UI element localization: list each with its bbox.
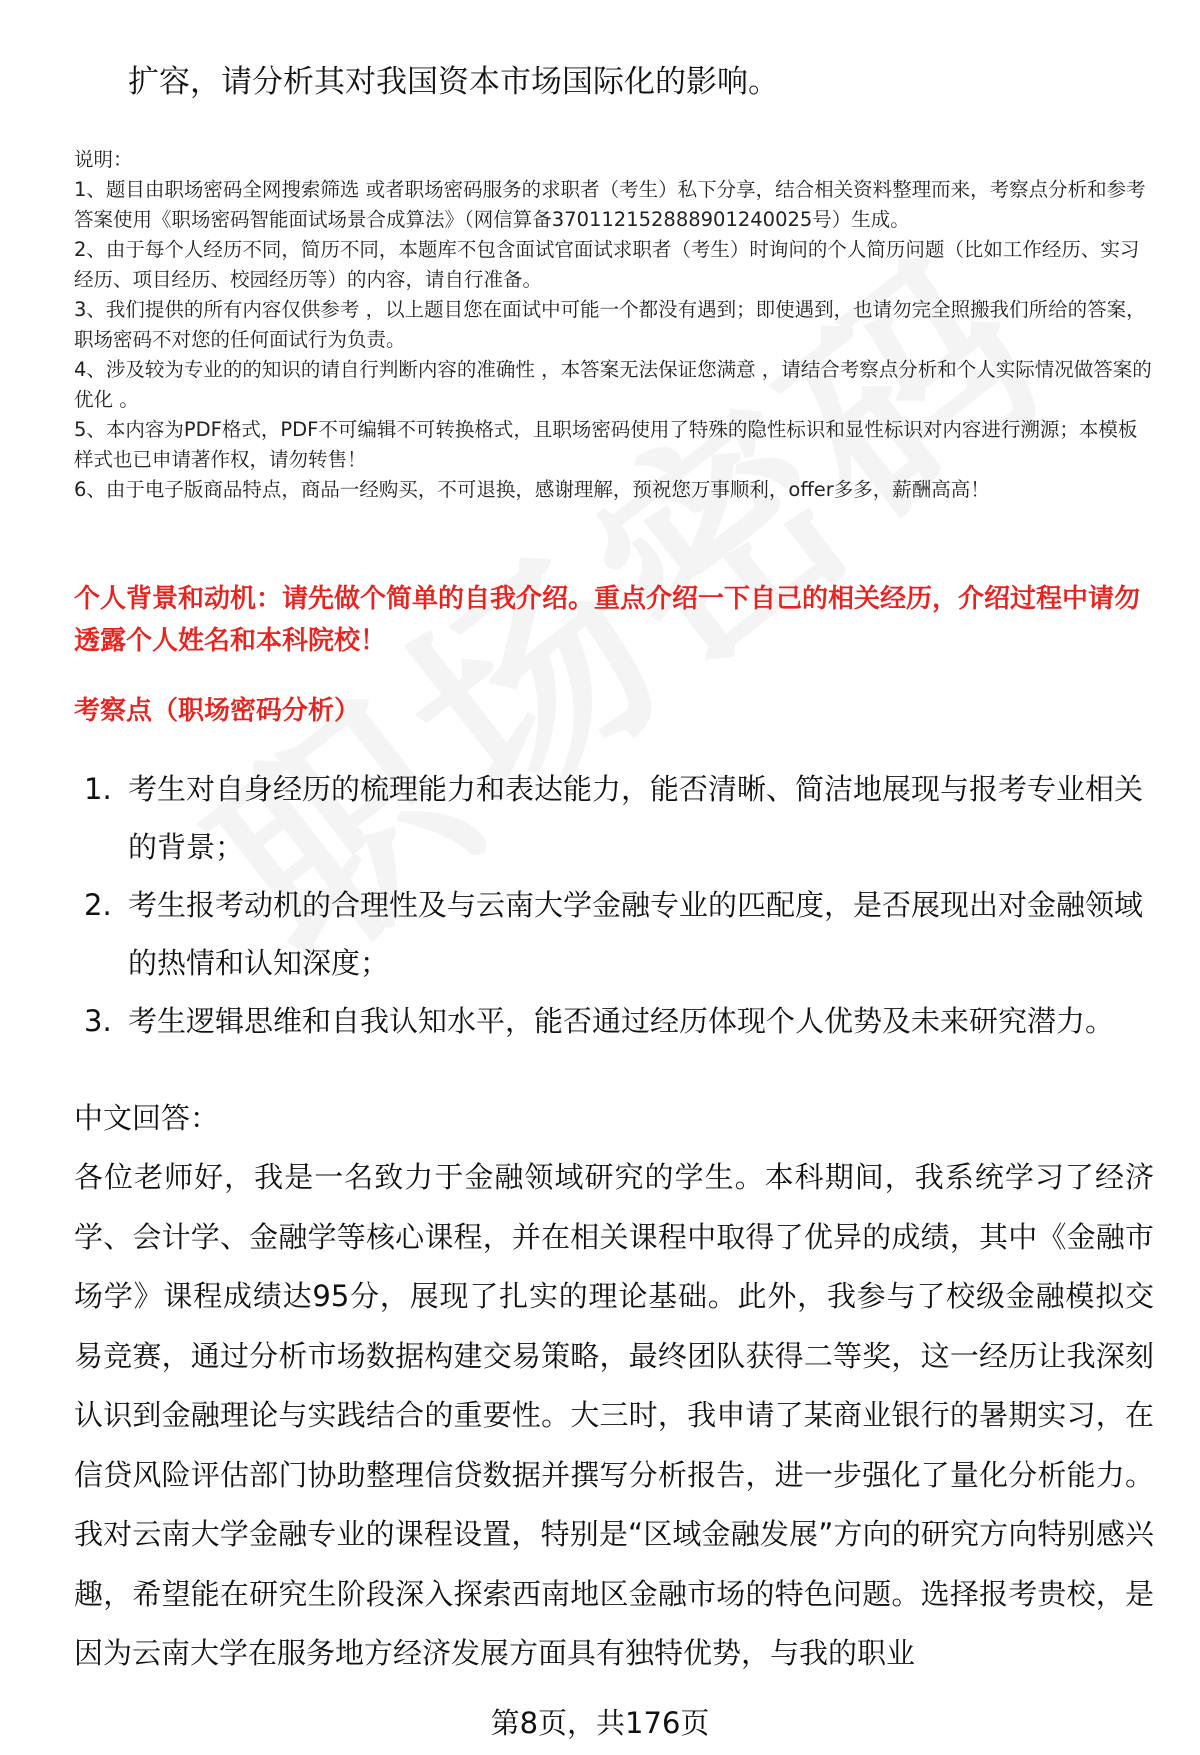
list-item [74, 760, 1154, 876]
notes-item: 4、涉及较为专业的的知识的请自行判断内容的准确性 ，本答案无法保证您满意 ，请结合考察点分析和个人实际情况做答案的优化 。 [74, 358, 1152, 411]
list-item-number: 1. [84, 772, 112, 806]
answer-title: 中文回答： [74, 1101, 220, 1135]
list-item-number: 2. [84, 888, 112, 922]
list-item-text: 考生报考动机的合理性及与云南大学金融专业的匹配度，是否展现出对金融领域的热情和认知深度； [128, 888, 1144, 980]
list-item-text: 考生对自身经历的梳理能力和表达能力，能否清晰、简洁地展现与报考专业相关的背景； [128, 772, 1144, 864]
page-number: 第8页，共176页 [490, 1706, 710, 1740]
question-continuation: 扩容，请分析其对我国资本市场国际化的影响。 [128, 64, 779, 100]
notes-item: 6、由于电子版商品特点，商品一经购买，不可退换，感谢理解，预祝您万事顺利，offer多多，薪酬高高！ [74, 478, 990, 501]
answer-text: 各位老师好，我是一名致力于金融领域研究的学生。本科期间，我系统学习了经济学、会计学、金融学等核心课程，并在相关课程中取得了优异的成绩，其中《金融市场学》课程成绩达95分，展现了扎实的理论基础。此外，我参与了校级金融模拟交易竞赛，通过分析市场数据构建交易策略，最终团队获得二等奖，这一经历让我深刻认识到金融理论与实践结合的重要性。大三时，我申请了某商业银行的暑期实习，在信贷风险评估部门协助整理信贷数据并撰写分析报告，进一步强化了量化分析能力。我对云南大学金融专业的课程设置，特别是“区域金融发展”方向的研究方向特别感兴趣，希望能在研究生阶段深入探索西南地区金融市场的特色问题。选择报考贵校，是因为云南大学在服务地方经济发展方面具有独特优势，与我的职业 [74, 1160, 1154, 1670]
notes-item: 3、我们提供的所有内容仅供参考 ，以上题目您在面试中可能一个都没有遇到；即使遇到，也请勿完全照搬我们所给的答案，职场密码不对您的任何面试行为负责。 [74, 298, 1146, 351]
list-item [74, 876, 1154, 992]
notes-title: 说明： [74, 148, 133, 171]
list-item-text: 考生逻辑思维和自我认知水平，能否通过经历体现个人优势及未来研究潜力。 [128, 1004, 1115, 1038]
points-list [74, 760, 1154, 1050]
list-item-number: 3. [84, 1004, 112, 1038]
notes-item: 1、题目由职场密码全网搜索筛选 或者职场密码服务的求职者（考生）私下分享，结合相关资料整理而来，考察点分析和参考答案使用《职场密码智能面试场景合成算法》（网信算备370112152888901240025号）生成。 [74, 178, 1146, 231]
question-heading: 个人背景和动机：请先做个简单的自我介绍。重点介绍一下自己的相关经历，介绍过程中请勿透露个人姓名和本科院校！ [74, 584, 1141, 656]
notes-section [74, 145, 1154, 505]
notes-item: 2、由于每个人经历不同，简历不同，本题库不包含面试官面试求职者（考生）时询问的个人简历问题（比如工作经历、实习经历、项目经历、校园经历等）的内容，请自行准备。 [74, 238, 1140, 291]
points-heading: 考察点（职场密码分析） [74, 696, 361, 726]
list-item [74, 992, 1154, 1050]
notes-item: 5、本内容为PDF格式，PDF不可编辑不可转换格式，且职场密码使用了特殊的隐性标识和显性标识对内容进行溯源；本模板样式也已申请著作权，请勿转售！ [74, 418, 1138, 471]
